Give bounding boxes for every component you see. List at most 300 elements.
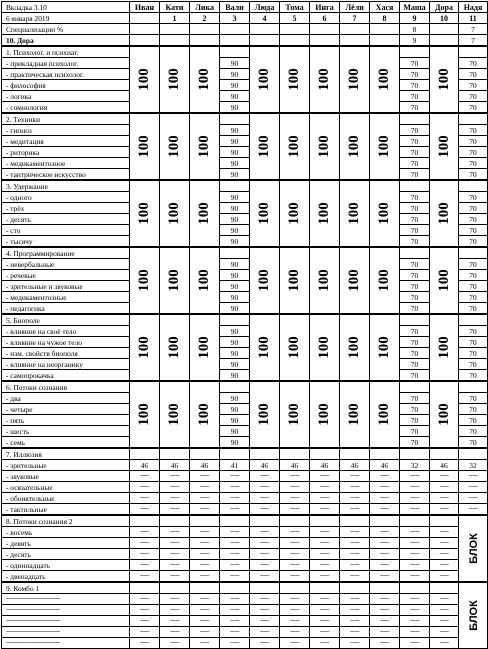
empty-cell — [190, 582, 220, 594]
big-value: 100 — [286, 202, 302, 225]
big-value: 100 — [136, 403, 152, 426]
masha-value: 70 — [400, 259, 430, 270]
dash-cell: ------ — [160, 504, 190, 516]
skill-label: - десять — [2, 549, 130, 560]
big-value: 100 — [166, 336, 182, 359]
dora-value — [220, 35, 250, 47]
illusion-value: 46 — [370, 460, 400, 471]
big-value: 100 — [376, 135, 392, 158]
empty-cell — [400, 448, 430, 460]
nadya-value: 70 — [459, 192, 488, 203]
section-title: 7. Иллюзия — [2, 448, 130, 460]
vali-value: 90 — [220, 214, 250, 225]
dash-cell: ------ — [340, 504, 370, 516]
vali-value: 90 — [220, 136, 250, 147]
column-name: Тома — [280, 2, 310, 13]
vali-value: 90 — [220, 292, 250, 303]
dash-cell: ------ — [370, 482, 400, 493]
big-value: 100 — [316, 403, 332, 426]
dash-cell: ------ — [160, 638, 190, 649]
empty-cell — [370, 515, 400, 527]
section-item-row — [2, 281, 488, 292]
big-value-cell — [370, 180, 400, 247]
skills-table — [1, 1, 488, 649]
column-name: Инга — [310, 2, 340, 13]
illusion-first-row — [2, 460, 488, 471]
illusion-value: 32 — [459, 460, 488, 471]
column-number: 9 — [400, 13, 430, 24]
dash-cell: ------ — [430, 605, 459, 616]
dash-cell: ------ — [370, 504, 400, 516]
dash-cell: ------ — [190, 538, 220, 549]
dash-cell: ------ — [190, 471, 220, 482]
spec-value — [130, 24, 160, 35]
section-item-row — [2, 236, 488, 248]
skill-label: - практическая психолог. — [2, 69, 130, 80]
dash-cell: ------ — [220, 605, 250, 616]
header-row-names — [2, 2, 488, 13]
dash-cell: ------ — [400, 471, 430, 482]
vali-value: 90 — [220, 348, 250, 359]
dash-cell: ------ — [370, 594, 400, 605]
big-value: 100 — [316, 135, 332, 158]
dash-cell: ------ — [190, 527, 220, 538]
combo-item-row — [2, 638, 488, 649]
skill-label: - зрительные и звуковые — [2, 281, 130, 292]
empty-cell — [340, 582, 370, 594]
big-value: 100 — [316, 68, 332, 91]
big-value-cell — [340, 247, 370, 314]
big-value-cell — [130, 247, 160, 314]
vali-value: 90 — [220, 326, 250, 337]
skill-label: - тантрическое искусство — [2, 169, 130, 181]
dora-value: 9 — [400, 35, 430, 47]
column-name: Кати — [160, 2, 190, 13]
skill-label: - звуковые — [2, 471, 130, 482]
section-item-row — [2, 415, 488, 426]
dash-cell: ------ — [430, 571, 459, 583]
dash-cell: ------ — [370, 527, 400, 538]
section-item-row — [2, 80, 488, 91]
empty-cell — [280, 515, 310, 527]
big-value-cell — [370, 247, 400, 314]
big-value: 100 — [346, 336, 362, 359]
vali-value: 90 — [220, 359, 250, 370]
dash-cell: ------ — [220, 627, 250, 638]
block-cell — [459, 515, 488, 582]
dash-cell: ------ — [400, 482, 430, 493]
empty-cell — [160, 582, 190, 594]
nadya-value: 70 — [459, 58, 488, 69]
vali-value: 90 — [220, 169, 250, 181]
nadya-value: 70 — [459, 359, 488, 370]
big-value: 100 — [136, 336, 152, 359]
big-value-cell — [160, 314, 190, 381]
skill-label: - влияние на неорганику — [2, 359, 130, 370]
dash-cell: ------ — [190, 594, 220, 605]
big-value-cell — [280, 180, 310, 247]
dash-cell: ------ — [310, 493, 340, 504]
dash-cell: ------ — [280, 594, 310, 605]
empty-cell — [340, 448, 370, 460]
vali-value: 90 — [220, 415, 250, 426]
streams2-item-row — [2, 549, 488, 560]
nadya-value: 70 — [459, 147, 488, 158]
big-value-cell — [190, 247, 220, 314]
section-item-row — [2, 326, 488, 337]
section-item-row — [2, 259, 488, 270]
dora-label: 10. Дора — [2, 35, 130, 47]
dash-cell: ------ — [400, 627, 430, 638]
empty-cell — [250, 448, 280, 460]
big-value-cell — [130, 46, 160, 113]
section-title: 9. Комбо 1 — [2, 582, 130, 594]
skill-label: - семь — [2, 437, 130, 449]
vali-value: 90 — [220, 80, 250, 91]
vali-value: 90 — [220, 270, 250, 281]
dash-cell: ------ — [130, 504, 160, 516]
dash-cell: ------ — [280, 549, 310, 560]
dash-cell: ------ — [310, 605, 340, 616]
dash-cell: ------ — [370, 638, 400, 649]
illusion-value: 46 — [130, 460, 160, 471]
tab-label: Вкладка 3.10 — [2, 2, 130, 13]
vali-value: 90 — [220, 225, 250, 236]
big-value-cell — [340, 113, 370, 180]
empty-cell — [280, 448, 310, 460]
empty-cell — [250, 582, 280, 594]
section-item-row — [2, 393, 488, 404]
big-value: 100 — [256, 68, 272, 91]
dash-cell: ------ — [400, 605, 430, 616]
empty-cell — [400, 314, 430, 326]
date-label: 6 января 2019 — [2, 13, 130, 24]
spec-value: 8 — [400, 24, 430, 35]
big-value: 100 — [316, 269, 332, 292]
dash-cell: ------ — [340, 471, 370, 482]
empty-cell — [160, 448, 190, 460]
big-value: 100 — [376, 202, 392, 225]
section-title-row — [2, 113, 488, 125]
streams2-item-row — [2, 571, 488, 583]
dash-cell: ------ — [250, 638, 280, 649]
dash-cell: ------ — [280, 560, 310, 571]
big-value-cell — [160, 247, 190, 314]
big-value-cell — [310, 314, 340, 381]
section-item-row — [2, 225, 488, 236]
empty-cell — [340, 515, 370, 527]
illusion-value: 32 — [400, 460, 430, 471]
dash-cell: ------ — [459, 471, 488, 482]
dash-cell: ------ — [370, 616, 400, 627]
empty-cell — [280, 582, 310, 594]
masha-value: 70 — [400, 281, 430, 292]
big-value: 100 — [376, 68, 392, 91]
dora-value — [280, 35, 310, 47]
dash-cell: ------ — [250, 605, 280, 616]
dash-cell: ------ — [220, 527, 250, 538]
combo-line: ------------------------------------ — [2, 594, 130, 605]
nadya-value: 70 — [459, 415, 488, 426]
vali-value: 90 — [220, 370, 250, 382]
big-value-cell — [190, 113, 220, 180]
section-title-row — [2, 582, 488, 594]
dash-cell: ------ — [190, 504, 220, 516]
dash-cell: ------ — [160, 538, 190, 549]
empty-cell — [400, 381, 430, 393]
dash-cell: ------ — [280, 471, 310, 482]
nadya-value: 70 — [459, 404, 488, 415]
dash-cell: ------ — [250, 627, 280, 638]
big-value-cell — [190, 314, 220, 381]
skill-label: - невербальные — [2, 259, 130, 270]
dash-cell: ------ — [430, 504, 459, 516]
big-value: 100 — [435, 403, 452, 426]
section-item-row — [2, 147, 488, 158]
spec-value — [220, 24, 250, 35]
dash-cell: ------ — [250, 538, 280, 549]
streams2-item-row — [2, 538, 488, 549]
skill-label: - медикаментозное — [2, 158, 130, 169]
spec-value — [340, 24, 370, 35]
nadya-value: 70 — [459, 169, 488, 181]
skill-label: - речевые — [2, 270, 130, 281]
big-value: 100 — [166, 68, 182, 91]
dash-cell: ------ — [310, 482, 340, 493]
dash-cell: ------ — [220, 549, 250, 560]
dora-row — [2, 35, 488, 47]
vali-value: 90 — [220, 281, 250, 292]
empty-cell — [430, 515, 459, 527]
dash-cell: ------ — [340, 549, 370, 560]
vali-value: 90 — [220, 337, 250, 348]
dash-cell: ------ — [220, 482, 250, 493]
empty-cell — [459, 113, 488, 125]
column-number: 10 — [430, 13, 459, 24]
dash-cell: ------ — [430, 638, 459, 649]
masha-value: 70 — [400, 426, 430, 437]
masha-value: 70 — [400, 348, 430, 359]
dash-cell: ------ — [340, 482, 370, 493]
dash-cell: ------ — [190, 549, 220, 560]
dash-cell: ------ — [220, 538, 250, 549]
nadya-value: 70 — [459, 69, 488, 80]
empty-cell — [370, 582, 400, 594]
dash-cell: ------ — [370, 549, 400, 560]
masha-value: 70 — [400, 236, 430, 248]
masha-value: 70 — [400, 147, 430, 158]
nadya-value: 70 — [459, 225, 488, 236]
section-title: 2. Техники — [2, 113, 130, 125]
masha-value: 70 — [400, 169, 430, 181]
skill-label: - медитация — [2, 136, 130, 147]
dash-cell: ------ — [160, 549, 190, 560]
dash-cell: ------ — [220, 493, 250, 504]
vali-value: 90 — [220, 404, 250, 415]
big-value-cell — [430, 113, 459, 180]
big-value: 100 — [435, 202, 452, 225]
masha-value: 70 — [400, 393, 430, 404]
dash-cell: ------ — [310, 638, 340, 649]
dash-cell: ------ — [160, 560, 190, 571]
skill-label: - медикаментозные — [2, 292, 130, 303]
big-value-cell — [250, 314, 280, 381]
dash-cell: ------ — [160, 616, 190, 627]
dash-cell: ------ — [459, 482, 488, 493]
dash-cell: ------ — [250, 616, 280, 627]
column-name: Хася — [370, 2, 400, 13]
masha-value: 70 — [400, 214, 430, 225]
dash-cell: ------ — [220, 638, 250, 649]
empty-cell — [220, 314, 250, 326]
skill-label: - двенадцать — [2, 571, 130, 583]
dora-value — [250, 35, 280, 47]
dash-cell: ------ — [340, 616, 370, 627]
dash-cell: ------ — [280, 493, 310, 504]
big-value: 100 — [346, 269, 362, 292]
block-label: БЛОК — [467, 600, 480, 631]
nadya-value: 70 — [459, 236, 488, 248]
dash-cell: ------ — [340, 527, 370, 538]
dash-cell: ------ — [130, 493, 160, 504]
skill-label: - трёх — [2, 203, 130, 214]
dash-cell: ------ — [250, 594, 280, 605]
column-number: 8 — [370, 13, 400, 24]
column-number: 4 — [250, 13, 280, 24]
nadya-value: 70 — [459, 393, 488, 404]
dash-cell: ------ — [340, 538, 370, 549]
masha-value: 70 — [400, 370, 430, 382]
skill-label: - девять — [2, 538, 130, 549]
big-value-cell — [130, 314, 160, 381]
big-value-cell — [280, 314, 310, 381]
empty-cell — [220, 582, 250, 594]
big-value-cell — [190, 180, 220, 247]
skill-label: - зрительные — [2, 460, 130, 471]
section-item-row — [2, 214, 488, 225]
skill-label: - обонятельные — [2, 493, 130, 504]
dash-cell: ------ — [130, 527, 160, 538]
combo-line: ------------------------------------ — [2, 627, 130, 638]
section-title-row — [2, 448, 488, 460]
empty-cell — [430, 582, 459, 594]
section-title: 3. Удержание — [2, 180, 130, 192]
masha-value: 70 — [400, 404, 430, 415]
section-item-row — [2, 192, 488, 203]
big-value: 100 — [435, 269, 452, 292]
big-value: 100 — [136, 202, 152, 225]
dash-cell: ------ — [130, 538, 160, 549]
dash-cell: ------ — [430, 527, 459, 538]
dora-value — [190, 35, 220, 47]
column-number: 7 — [340, 13, 370, 24]
big-value-cell — [310, 180, 340, 247]
skill-label: - самопрокачка — [2, 370, 130, 382]
big-value: 100 — [166, 269, 182, 292]
dash-cell: ------ — [280, 538, 310, 549]
dash-cell: ------ — [370, 571, 400, 583]
empty-cell — [310, 582, 340, 594]
empty-cell — [400, 180, 430, 192]
big-value-cell — [340, 180, 370, 247]
dash-cell: ------ — [400, 571, 430, 583]
skill-label: - десять — [2, 214, 130, 225]
section-item-row — [2, 203, 488, 214]
dash-cell: ------ — [160, 493, 190, 504]
dash-cell: ------ — [310, 471, 340, 482]
column-name: Вали — [220, 2, 250, 13]
streams2-item-row — [2, 527, 488, 538]
big-value-cell — [310, 113, 340, 180]
big-value: 100 — [346, 202, 362, 225]
empty-cell — [400, 247, 430, 259]
illusion-item-row — [2, 504, 488, 516]
empty-cell — [400, 515, 430, 527]
dash-cell: ------ — [310, 560, 340, 571]
big-value-cell — [190, 46, 220, 113]
dash-cell: ------ — [310, 627, 340, 638]
spec-value: 7 — [459, 24, 488, 35]
column-name: Лика — [190, 2, 220, 13]
nadya-value: 70 — [459, 259, 488, 270]
big-value: 100 — [286, 336, 302, 359]
masha-value: 70 — [400, 292, 430, 303]
dash-cell: ------ — [190, 571, 220, 583]
dash-cell: ------ — [130, 482, 160, 493]
spec-value — [160, 24, 190, 35]
section-title-row — [2, 247, 488, 259]
dash-cell: ------ — [310, 538, 340, 549]
dash-cell: ------ — [459, 504, 488, 516]
big-value: 100 — [256, 269, 272, 292]
dash-cell: ------ — [130, 605, 160, 616]
section-title-row — [2, 180, 488, 192]
combo-item-row — [2, 594, 488, 605]
dash-cell: ------ — [190, 493, 220, 504]
big-value: 100 — [256, 336, 272, 359]
dash-cell: ------ — [190, 627, 220, 638]
empty-cell — [459, 448, 488, 460]
nadya-value: 70 — [459, 125, 488, 136]
illusion-value: 46 — [310, 460, 340, 471]
section-item-row — [2, 169, 488, 181]
illusion-value: 46 — [160, 460, 190, 471]
dash-cell: ------ — [280, 482, 310, 493]
section-title-row — [2, 515, 488, 527]
empty-cell — [459, 314, 488, 326]
dash-cell: ------ — [340, 605, 370, 616]
big-value: 100 — [346, 403, 362, 426]
dash-cell: ------ — [250, 471, 280, 482]
big-value-cell — [250, 46, 280, 113]
masha-value: 70 — [400, 303, 430, 315]
spec-row — [2, 24, 488, 35]
big-value: 100 — [316, 202, 332, 225]
vali-value: 90 — [220, 393, 250, 404]
big-value: 100 — [376, 336, 392, 359]
dash-cell: ------ — [250, 571, 280, 583]
big-value-cell — [130, 381, 160, 448]
section-item-row — [2, 303, 488, 315]
dash-cell: ------ — [310, 594, 340, 605]
column-number: 6 — [310, 13, 340, 24]
column-name: Дора — [430, 2, 459, 13]
section-item-row — [2, 292, 488, 303]
block-cell — [459, 582, 488, 649]
vali-value: 90 — [220, 437, 250, 449]
empty-cell — [459, 247, 488, 259]
empty-cell — [130, 582, 160, 594]
